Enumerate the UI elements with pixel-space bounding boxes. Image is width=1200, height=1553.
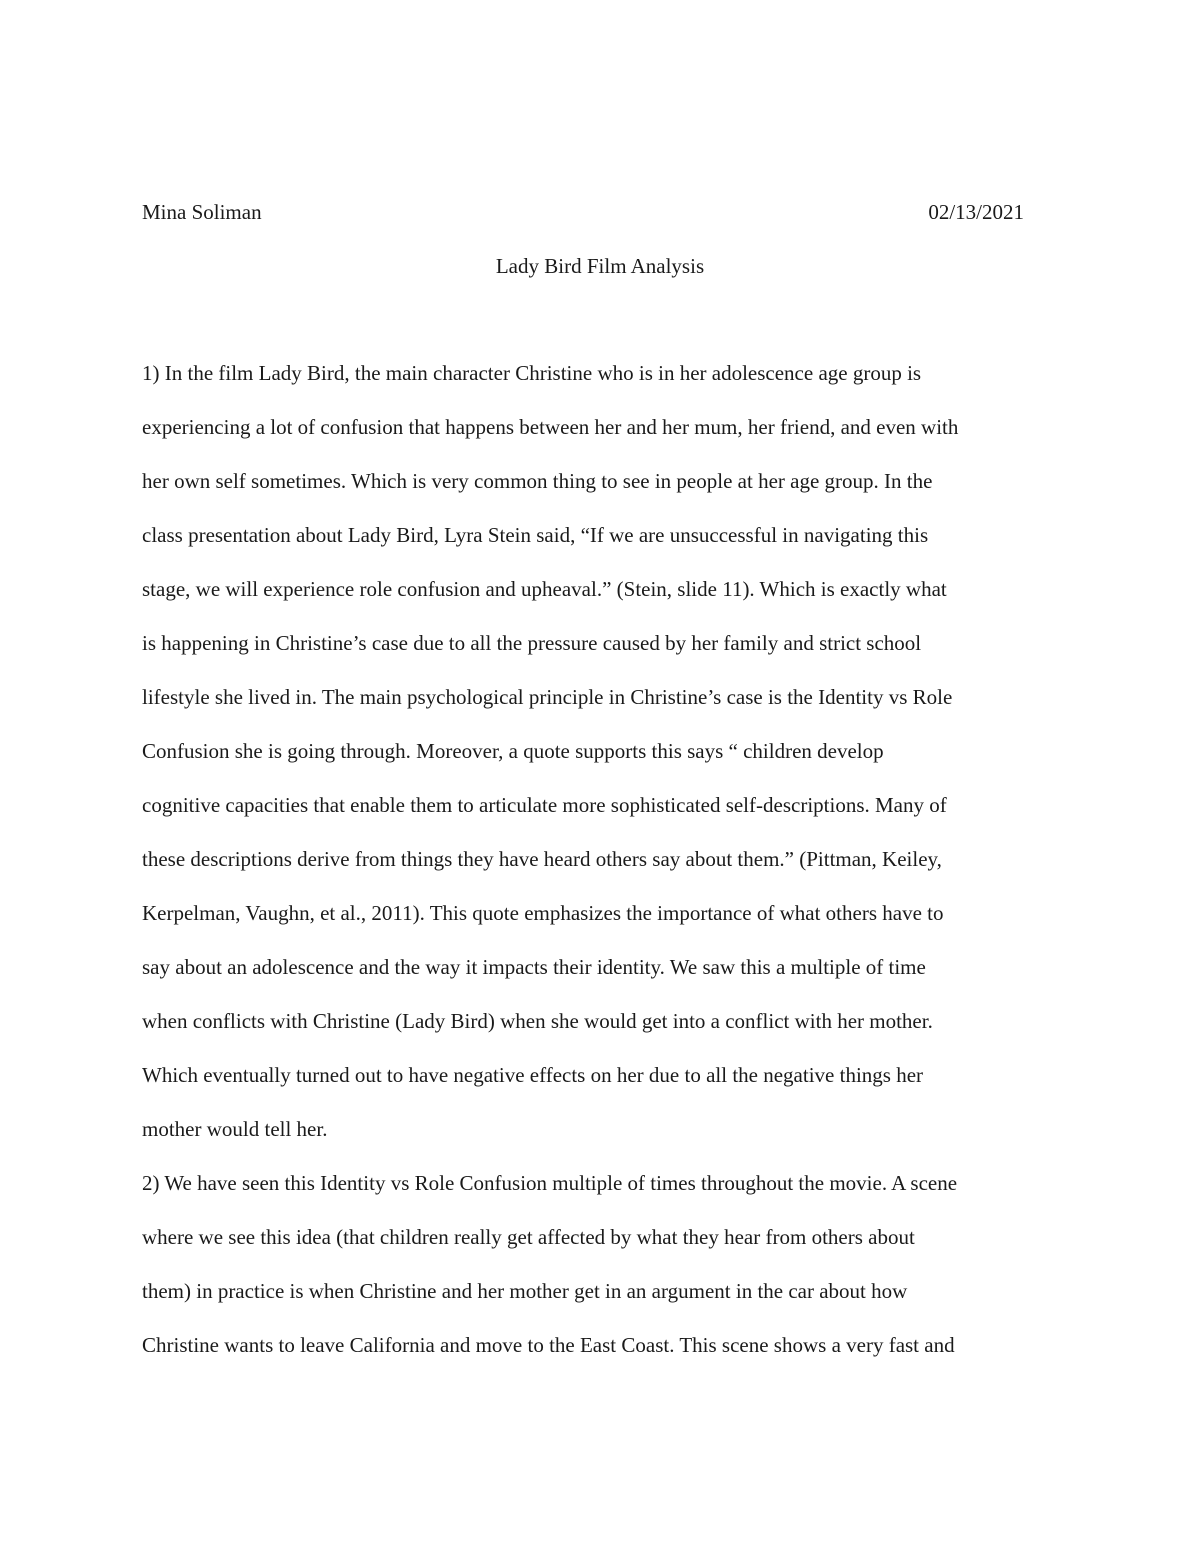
body-line: when conflicts with Christine (Lady Bird) when she would get into a conflict with her mother. bbox=[142, 1009, 933, 1033]
body-line: mother would tell her. bbox=[142, 1117, 328, 1141]
body-line: cognitive capacities that enable them to articulate more sophisticated self-descriptions. Many of bbox=[142, 793, 947, 817]
body-line: lifestyle she lived in. The main psychological principle in Christine’s case is the Identity vs Role bbox=[142, 685, 953, 709]
header-row bbox=[142, 196, 1024, 228]
body-line: 1) In the film Lady Bird, the main character Christine who is in her adolescence age group is bbox=[142, 361, 922, 385]
body-line: is happening in Christine’s case due to all the pressure caused by her family and strict school bbox=[142, 631, 922, 655]
body-line: Christine wants to leave California and move to the East Coast. This scene shows a very fast and bbox=[142, 1333, 955, 1357]
body-line: them) in practice is when Christine and her mother get in an argument in the car about how bbox=[142, 1279, 908, 1303]
body-line: 2) We have seen this Identity vs Role Confusion multiple of times throughout the movie. A scene bbox=[142, 1171, 958, 1195]
body-line: Kerpelman, Vaughn, et al., 2011). This quote emphasizes the importance of what others have to bbox=[142, 901, 944, 925]
body-line: Confusion she is going through. Moreover, a quote supports this says “ children develop bbox=[142, 739, 884, 763]
document-date: 02/13/2021 bbox=[928, 200, 1024, 224]
body-line: say about an adolescence and the way it impacts their identity. We saw this a multiple of time bbox=[142, 955, 926, 979]
body-line: these descriptions derive from things they have heard others say about them.” (Pittman, Keiley, bbox=[142, 847, 942, 871]
author-name: Mina Soliman bbox=[142, 200, 262, 224]
document-title: Lady Bird Film Analysis bbox=[495, 254, 705, 278]
body-line: stage, we will experience role confusion and upheaval.” (Stein, slide 11). Which is exactly what bbox=[142, 577, 947, 601]
body-line: class presentation about Lady Bird, Lyra Stein said, “If we are unsuccessful in navigating this bbox=[142, 523, 929, 547]
body-line: experiencing a lot of confusion that happens between her and her mum, her friend, and even with bbox=[142, 415, 959, 439]
body-line: where we see this idea (that children really get affected by what they hear from others about bbox=[142, 1225, 915, 1249]
body-line: her own self sometimes. Which is very common thing to see in people at her age group. In the bbox=[142, 469, 933, 493]
body-line: Which eventually turned out to have negative effects on her due to all the negative things her bbox=[142, 1063, 924, 1087]
